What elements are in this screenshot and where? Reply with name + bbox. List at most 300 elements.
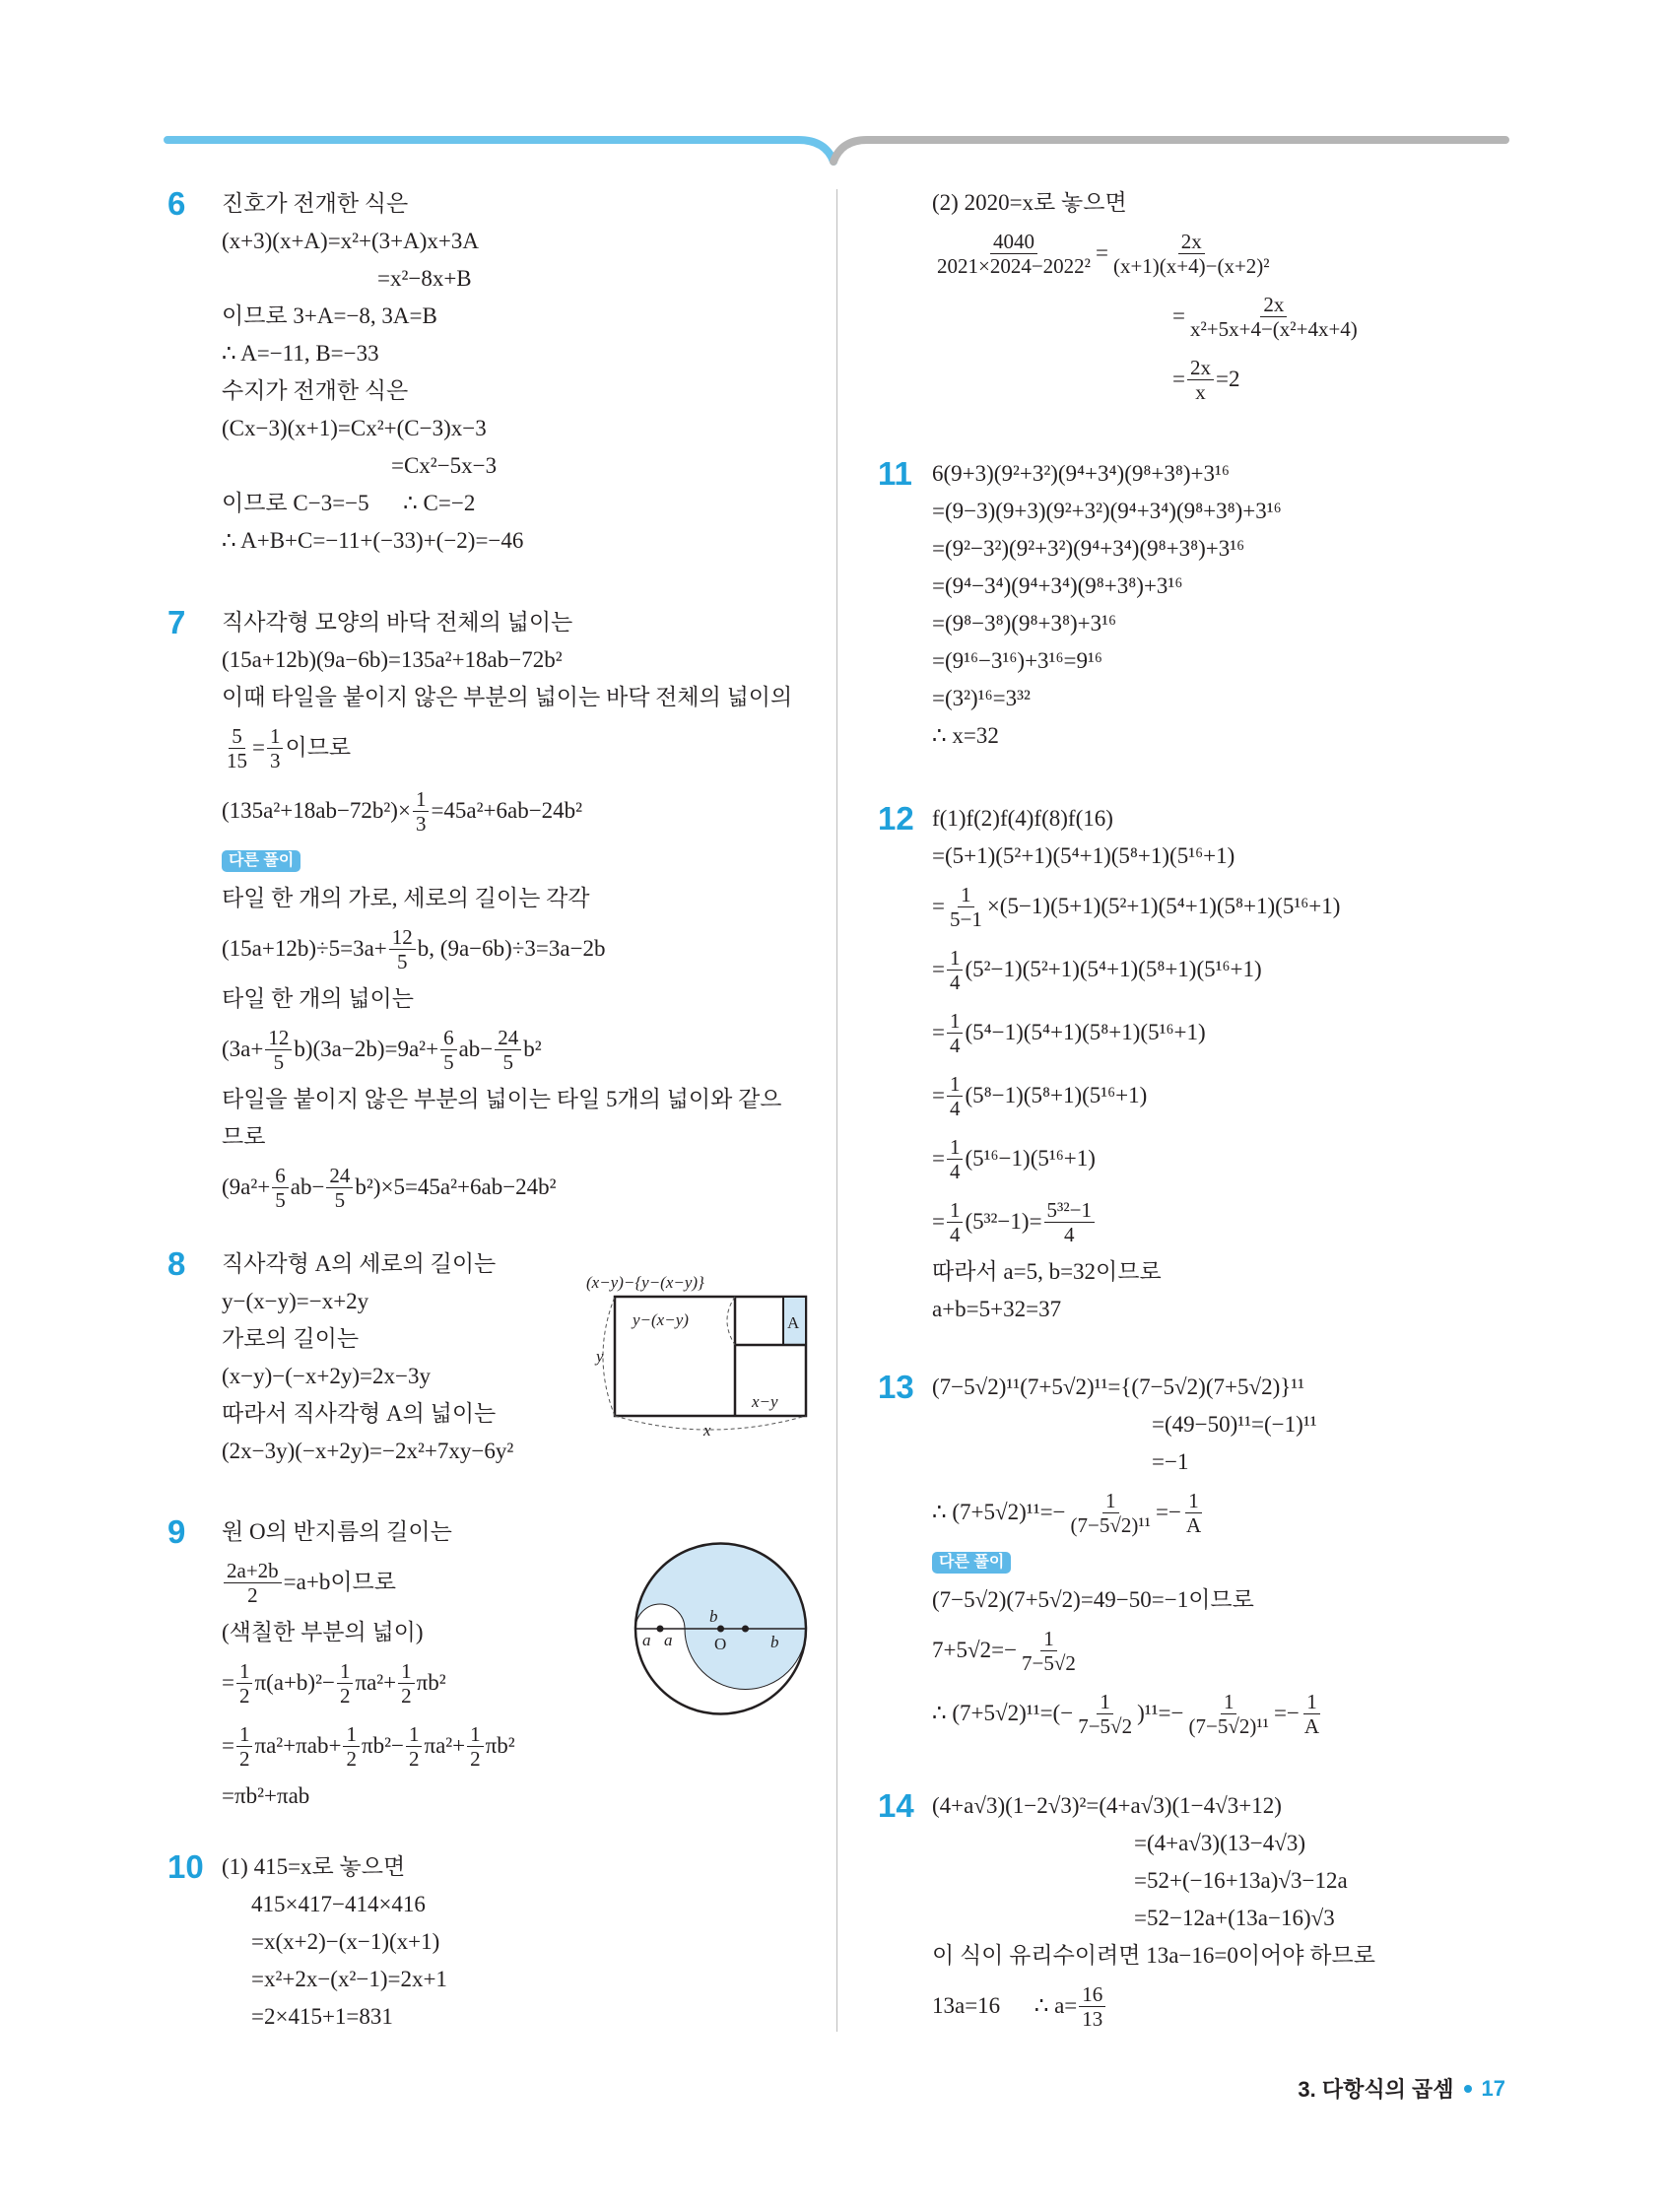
fraction [947,1072,964,1120]
math-text: = [932,1209,945,1234]
denominator: (x+1)(x+4)−(x+2)² [1112,253,1270,278]
problem-6 [167,185,524,560]
fraction [236,1659,253,1708]
top-label: (x−y)−{y−(x−y)} [586,1273,704,1292]
math-text: =− [1273,1701,1300,1725]
solution-line [222,1923,447,1961]
numerator: 2x [1178,230,1205,254]
solution-line [222,842,792,880]
numerator: 1 [958,883,974,907]
math-text: =52+(−16+13a)√3−12a [1134,1868,1348,1893]
solution-line [222,335,523,372]
solution-line [932,1825,1375,1862]
math-text: (색칠한 부분의 넓이) [222,1620,424,1644]
solution-line [932,938,1340,1001]
math-text: (2) 2020=x로 놓으면 [932,190,1127,215]
math-text: (5⁸−1)(5⁸+1)(5¹⁶+1) [965,1083,1148,1107]
numerator: 5 [229,724,245,749]
denominator: A [1303,1713,1320,1738]
solution-line [222,1358,513,1395]
solution-line [932,1406,1324,1443]
solution-line [932,184,1363,222]
denominator: 13 [1082,2006,1103,2031]
denominator: 4 [949,1096,961,1120]
denominator: (7−5√2)¹¹ [1188,1713,1269,1738]
fraction [1187,356,1214,404]
numerator: 2x [1260,293,1287,317]
solution-line [932,1937,1375,1975]
fraction [1079,1982,1105,2031]
math-text: 이므로 3+A=−8, 3A=B [222,303,437,328]
math-text: πb² [416,1670,446,1695]
denominator: 5−1 [949,906,982,931]
math-text: (x+3)(x+A)=x²+(3+A)x+3A [222,229,480,253]
math-text: 따라서 직사각형 A의 넓이는 [222,1401,497,1426]
fraction [934,230,1094,278]
numerator: 1 [337,1659,354,1684]
math-text: =πb²+πab [222,1783,310,1808]
fraction [1110,230,1273,278]
solution-line [222,716,792,779]
label-center-o: O [714,1635,727,1653]
fraction [467,1722,484,1771]
label-b-1: b [709,1607,718,1626]
math-text: =x(x+2)−(x−1)(x+1) [251,1929,440,1954]
denominator: 4 [949,1222,961,1246]
solution-line [222,980,792,1018]
math-text: ∴ (7+5√2)¹¹=− [932,1500,1066,1524]
denominator: 5 [443,1049,454,1074]
math-text: = [1172,367,1185,391]
numerator: 1 [947,946,964,971]
solution-line [932,1369,1324,1406]
math-text: =2×415+1=831 [251,2004,393,2029]
problem-number: 9 [167,1513,186,1550]
solution-line [932,1900,1375,1937]
solution-line [932,1787,1375,1825]
solution-line [222,779,792,842]
solution-line [932,1291,1340,1328]
solution-line [222,1998,447,2036]
math-text: πa²+πab+ [254,1733,342,1758]
solution-line [222,1081,792,1118]
math-text: =(9−3)(9+3)(9²+3²)(9⁴+3⁴)(9⁸+3⁸)+3¹⁶ [932,499,1282,523]
denominator: 7−5√2 [1022,1650,1076,1675]
math-text: = [252,735,265,760]
problem-8 [167,1245,514,1470]
numerator: 24 [326,1164,353,1188]
solution-line [932,1001,1340,1064]
solution-line [932,642,1282,680]
math-text: = [222,1733,234,1758]
math-text: f(1)f(2)f(4)f(8)f(16) [932,806,1113,831]
math-text: ab− [458,1037,494,1061]
math-text: 타일을 붙이지 않은 부분의 넓이는 타일 5개의 넓이와 같으 [222,1087,782,1111]
math-text: (Cx−3)(x+1)=Cx²+(C−3)x−3 [222,416,487,440]
math-text: ∴ x=32 [932,723,999,748]
bullet-dot-icon [1464,2085,1472,2093]
solution-line [932,1253,1340,1291]
fraction [1187,293,1361,341]
problem-9 [167,1513,515,1815]
region-a-label: A [787,1313,800,1332]
fraction [224,1559,282,1607]
solution-line [222,485,523,522]
fraction [1183,1489,1204,1537]
solution-line [222,1651,515,1714]
solution-line [932,1443,1324,1481]
solution-line [932,800,1340,838]
solution-line [222,1614,515,1651]
math-text: 13a=16 [932,1993,1001,2018]
numerator: 24 [495,1026,521,1050]
problem-13 [878,1369,1324,1745]
math-text: =(3²)¹⁶=3³² [932,686,1031,710]
problem-number: 8 [167,1245,186,1282]
solution-line [222,185,523,223]
math-text: b²)×5=45a²+6ab−24b² [355,1174,557,1199]
solution-line [222,1777,515,1815]
denominator: 5 [334,1187,346,1212]
numerator: 1 [236,1722,253,1747]
problem-number: 14 [878,1787,914,1824]
math-text: = [1095,240,1108,265]
denominator: 3 [269,748,281,772]
denominator: 4 [949,1033,961,1057]
denominator: 2 [470,1746,481,1771]
denominator: x²+5x+4−(x²+4x+4) [1189,316,1358,341]
solution-line [222,1961,447,1998]
solution-line [932,605,1282,642]
numerator: 1 [398,1659,415,1684]
solution-line [932,680,1282,717]
solution-line [222,604,792,641]
denominator: 2 [247,1582,258,1607]
math-text: )¹¹=− [1137,1701,1184,1725]
math-text: 타일 한 개의 넓이는 [222,986,414,1011]
problem-10 [167,1848,447,2036]
fraction [947,946,964,994]
solution-line [932,493,1282,530]
problem-number: 11 [878,455,912,492]
problem-7 [167,604,793,1219]
solution-line [932,348,1363,411]
math-text: =(4+a√3)(13−4√3) [1134,1831,1306,1855]
solution-line [932,1619,1324,1682]
denominator: 5 [273,1049,285,1074]
math-text: =52−12a+(13a−16)√3 [1134,1906,1335,1930]
math-text: =(9⁸−3⁸)(9⁸+3⁸)+3¹⁶ [932,611,1117,636]
math-text: = [222,1670,234,1695]
solution-line [222,260,523,298]
math-text: ∴ A=−11, B=−33 [222,341,379,366]
fraction [267,724,284,772]
solution-line [222,372,523,410]
math-text: 타일 한 개의 가로, 세로의 길이는 각각 [222,886,590,910]
denominator: 2 [339,1683,351,1708]
numerator: 2a+2b [224,1559,282,1583]
math-text: πa²+ [355,1670,397,1695]
numerator: 1 [1040,1627,1057,1651]
solution-line [222,917,792,980]
solution-line [222,880,792,917]
math-text: ab− [290,1174,325,1199]
denominator: 5 [397,949,408,973]
solution-line [932,285,1363,348]
numerator: 1 [267,724,284,749]
numerator: 1 [406,1722,423,1747]
fraction [947,883,985,931]
math-text: (7−5√2)¹¹(7+5√2)¹¹={(7−5√2)(7+5√2)}¹¹ [932,1374,1305,1399]
page-footer [1298,2073,1505,2104]
solution-line [932,1190,1340,1253]
solution-line [932,1581,1324,1619]
math-text: (2x−3y)(−x+2y)=−2x²+7xy−6y² [222,1439,514,1463]
math-text: 7+5√2=− [932,1638,1018,1662]
solution-line [222,522,523,560]
math-text: 이때 타일을 붙이지 않은 부분의 넓이는 바닥 전체의 넓이의 [222,685,793,709]
fraction [947,1009,964,1057]
math-text: πa²+ [424,1733,466,1758]
fraction [1019,1627,1079,1675]
math-text: =45a²+6ab−24b² [431,798,583,823]
solution-line [222,410,523,447]
fraction [495,1026,521,1074]
problem-number: 7 [167,604,186,640]
solution-line [222,1283,513,1320]
math-text: = [932,894,945,918]
problem-number: 13 [878,1369,914,1405]
denominator: 4 [949,1159,961,1183]
numerator: 1 [1185,1489,1202,1513]
math-text: 이므로 C−3=−5 [222,491,369,515]
fraction [1075,1690,1135,1738]
chapter-title: 3. 다항식의 곱셈 [1298,2077,1454,2102]
math-text: 원 O의 반지름의 길이는 [222,1519,452,1544]
circle-figure [621,1527,818,1724]
alternative-solution-badge: 다른 풀이 [222,850,300,872]
math-text: (5⁴−1)(5⁴+1)(5⁸+1)(5¹⁶+1) [965,1020,1206,1044]
math-text: πb² [485,1733,515,1758]
problem-14 [878,1787,1375,2038]
math-text: (5²−1)(5²+1)(5⁴+1)(5⁸+1)(5¹⁶+1) [965,957,1262,981]
numerator: 1 [236,1659,253,1684]
fraction [947,1135,964,1183]
math-text: = [932,1020,945,1044]
solution-line [222,1395,513,1433]
math-text: =(49−50)¹¹=(−1)¹¹ [1152,1412,1317,1437]
math-text: =x²+2x−(x²−1)=2x+1 [251,1967,447,1991]
math-text: =a+b이므로 [283,1570,396,1594]
problem-number: 10 [167,1848,204,1885]
math-text: ×(5−1)(5+1)(5²+1)(5⁴+1)(5⁸+1)(5¹⁶+1) [986,894,1341,918]
fraction [406,1722,423,1771]
math-text: (135a²+18ab−72b²)× [222,798,411,823]
math-text: π(a+b)²− [254,1670,335,1695]
numerator: 1 [947,1135,964,1160]
numerator: 12 [265,1026,292,1050]
math-text: (15a+12b)(9a−6b)=135a²+18ab−72b² [222,647,563,672]
math-text: (15a+12b)÷5=3a+ [222,936,387,961]
alternative-solution-badge: 다른 풀이 [932,1552,1011,1574]
math-text: =(9²−3²)(9²+3²)(9⁴+3⁴)(9⁸+3⁸)+3¹⁶ [932,536,1245,561]
math-text: 수지가 전개한 식은 [222,378,409,403]
denominator: x [1195,379,1206,404]
solution-line [222,679,792,716]
solution-line [222,1714,515,1777]
math-text: = [932,1146,945,1171]
fraction [1068,1489,1154,1537]
math-text: (5³²−1)= [965,1209,1042,1234]
solution-line [222,1551,515,1614]
solution-line [932,222,1363,285]
math-text: = [1172,303,1185,328]
height-label: y [596,1347,604,1366]
solution-line [932,455,1282,493]
numerator: 5³²−1 [1044,1198,1095,1223]
math-text: (5¹⁶−1)(5¹⁶+1) [965,1146,1096,1171]
math-text: 가로의 길이는 [222,1326,360,1351]
problem-number: 6 [167,185,186,222]
math-text: (1) 415=x로 놓으면 [222,1854,406,1879]
numerator: 2x [1187,356,1214,380]
fraction [440,1026,457,1074]
fraction [272,1164,289,1212]
math-text: πb²− [361,1733,404,1758]
solution-line [932,1975,1375,2038]
solution-line [222,1848,447,1886]
denominator: 3 [415,811,427,836]
problem-12 [878,800,1341,1328]
denominator: 4 [1064,1222,1075,1246]
solution-line [222,1513,515,1551]
denominator: 4 [949,970,961,994]
solution-line [932,1481,1324,1544]
denominator: 2 [238,1746,250,1771]
denominator: 5 [275,1187,286,1212]
denominator: 15 [227,748,247,772]
math-text: 이므로 [285,735,352,760]
numerator: 1 [1097,1690,1113,1714]
fraction [337,1659,354,1708]
small-width-label: x−y [752,1392,778,1411]
fraction [398,1659,415,1708]
solution-line [222,1018,792,1081]
math-text: ∴ a= [1000,1993,1078,2018]
solution-line [932,568,1282,605]
numerator: 1 [467,1722,484,1747]
inner-label: y−(x−y) [633,1310,689,1329]
solution-line [932,530,1282,568]
solution-line [932,1064,1340,1127]
solution-line [222,1118,792,1156]
solution-line [222,1245,513,1283]
fraction [343,1722,360,1771]
math-text: y−(x−y)=−x+2y [222,1289,369,1313]
fraction [413,787,430,836]
fraction [1301,1690,1322,1738]
problem-10-part-2 [932,184,1363,411]
solution-line [932,717,1282,755]
numerator: 1 [343,1722,360,1747]
fraction [236,1722,253,1771]
math-text: =(5+1)(5²+1)(5⁴+1)(5⁸+1)(5¹⁶+1) [932,843,1235,868]
math-text: =2 [1215,367,1240,391]
math-text: (x−y)−(−x+2y)=2x−3y [222,1364,431,1388]
math-text: (7−5√2)(7+5√2)=49−50=−1이므로 [932,1587,1254,1612]
denominator: 5 [502,1049,513,1074]
solution-line [222,298,523,335]
math-text: =x²−8x+B [377,266,472,291]
math-text: 직사각형 A의 세로의 길이는 [222,1251,497,1276]
denominator: 2021×2024−2022² [937,253,1091,278]
math-text: b² [523,1037,542,1061]
math-text: a+b=5+32=37 [932,1297,1062,1321]
column-divider [836,189,837,2032]
solution-line [222,1156,792,1219]
problem-number: 12 [878,800,914,837]
solution-line [222,1433,513,1470]
numerator: 12 [389,925,416,950]
solution-line [222,641,792,679]
solution-line [932,1544,1324,1581]
math-text: =(9¹⁶−3¹⁶)+3¹⁶=9¹⁶ [932,648,1102,673]
fraction [389,925,416,973]
denominator: 7−5√2 [1078,1713,1133,1738]
numerator: 1 [1102,1489,1119,1513]
numerator: 4040 [990,230,1037,254]
solution-line [932,838,1340,875]
math-text: 415×417−414×416 [251,1892,426,1916]
numerator: 1 [1221,1690,1237,1714]
math-text: 이 식이 유리수이려면 13a−16=0이어야 하므로 [932,1943,1375,1968]
label-b-2: b [770,1633,779,1651]
math-text: (4+a√3)(1−2√3)²=(4+a√3)(1−4√3+12) [932,1793,1282,1818]
problem-11 [878,455,1282,755]
math-text: b, (9a−6b)÷3=3a−2b [417,936,606,961]
numerator: 1 [947,1072,964,1097]
rectangle-figure [571,1261,818,1439]
math-text: 므로 [222,1124,266,1149]
math-text: 6(9+3)(9²+3²)(9⁴+3⁴)(9⁸+3⁸)+3¹⁶ [932,461,1230,486]
fraction [1044,1198,1095,1246]
numerator: 16 [1079,1982,1105,2007]
numerator: 1 [947,1198,964,1223]
solution-line [222,1320,513,1358]
denominator: A [1185,1512,1202,1537]
numerator: 1 [413,787,430,812]
math-text: ∴ C=−2 [368,491,476,515]
label-a-2: a [664,1631,673,1649]
solution-line [932,1682,1324,1745]
solution-line [222,447,523,485]
page-number: 17 [1481,2075,1505,2101]
numerator: 6 [272,1164,289,1188]
math-text: ∴ A+B+C=−11+(−33)+(−2)=−46 [222,528,524,553]
fraction [265,1026,292,1074]
math-text: 따라서 a=5, b=32이므로 [932,1259,1162,1284]
fraction [1185,1690,1271,1738]
denominator: (7−5√2)¹¹ [1070,1512,1151,1537]
math-text: b)(3a−2b)=9a²+ [294,1037,439,1061]
math-text: (3a+ [222,1037,264,1061]
solution-line [222,1886,447,1923]
fraction [947,1198,964,1246]
math-text: (9a²+ [222,1174,271,1199]
math-text: =(9⁴−3⁴)(9⁴+3⁴)(9⁸+3⁸)+3¹⁶ [932,573,1183,598]
math-text: ∴ (7+5√2)¹¹=(− [932,1701,1074,1725]
math-text: = [932,1083,945,1107]
